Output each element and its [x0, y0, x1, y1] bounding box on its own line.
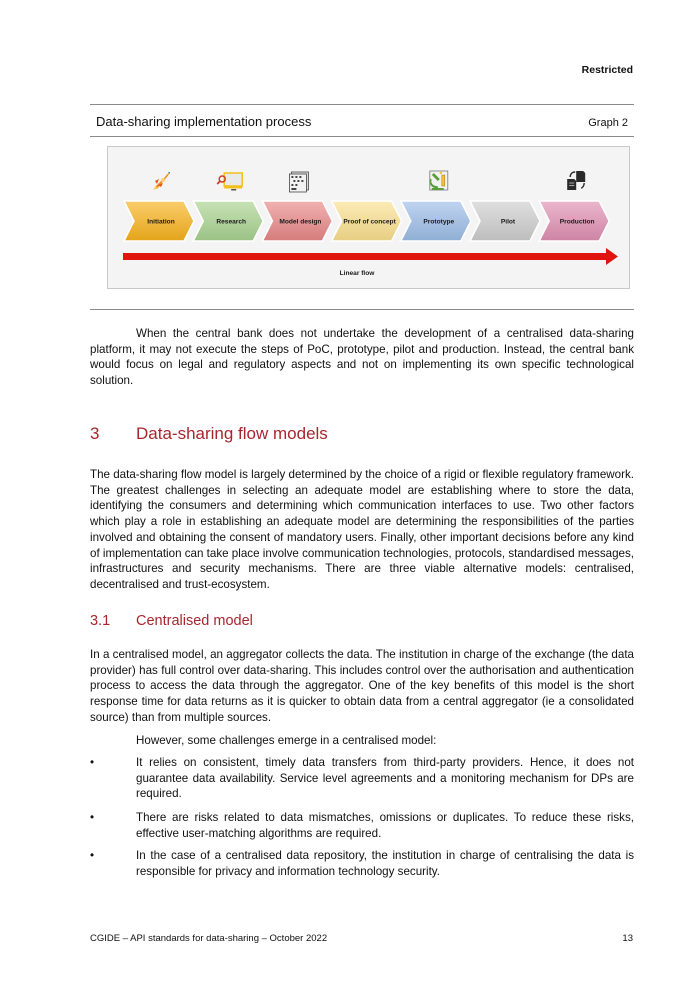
bullet-icon: •	[90, 849, 95, 862]
step-label: Proof of concept	[343, 218, 396, 226]
section-title: Data-sharing flow models	[136, 424, 328, 443]
flow-label: Linear flow	[339, 270, 375, 277]
step-label: Production	[559, 218, 595, 226]
subsection-paragraph: In a centralised model, an aggregator collects the data. The institution in charge of the exchange (the data provider) has full control over data-sharing. This includes control over the authorisation and authentication process to access the data through the aggregator. One of the key benefits of this model is the short response time for data returns as it is quicker to obtain data from a central aggregator (ie a consolidated source) than from multiple sources.	[90, 648, 634, 724]
step-proof-of-concept	[332, 201, 402, 241]
graph-bottom-rule	[90, 309, 634, 310]
step-label: Model design	[279, 218, 322, 226]
graph-title: Data-sharing implementation process	[96, 114, 312, 129]
step-label: Research	[216, 218, 247, 226]
bullet-text: In the case of a centralised data repository, the institution in charge of centralising the data is responsible for privacy and information technology security.	[136, 849, 634, 878]
step-prototype	[401, 201, 471, 241]
flow-arrow-head	[606, 248, 618, 265]
grid-document-icon	[289, 172, 308, 192]
page-number: 13	[622, 933, 633, 944]
bullet-text: There are risks related to data mismatches, omissions or duplicates. To reduce these risks, effective user-matching algorithms are required.	[136, 811, 634, 840]
step-model-design	[262, 201, 332, 241]
microscope-lab-icon	[430, 171, 448, 190]
step-research	[193, 201, 263, 241]
subsection-title: Centralised model	[136, 613, 253, 629]
classification-label: Restricted	[581, 64, 633, 76]
step-chevrons	[124, 201, 609, 241]
bullet-icon: •	[90, 811, 95, 824]
footer-text: CGIDE – API standards for data-sharing – October 2022	[90, 933, 328, 944]
process-diagram	[107, 146, 630, 289]
step-icons	[153, 171, 585, 192]
bullet-icon: •	[90, 756, 95, 769]
bullet-text: It relies on consistent, timely data transfers from third-party providers. Hence, it does not guarantee data availability. Service level agreements and a monitoring mechanism for DPs are required.	[136, 756, 634, 801]
subsection-heading	[90, 613, 253, 629]
section-heading	[90, 424, 328, 444]
document-exchange-icon	[567, 171, 585, 190]
step-pilot	[470, 201, 540, 241]
graph-number: Graph 2	[588, 117, 628, 129]
rocket-icon	[153, 172, 170, 190]
challenges-intro: However, some challenges emerge in a centralised model:	[136, 734, 437, 747]
graph-top-rule	[90, 104, 634, 105]
section-number: 3	[90, 424, 100, 443]
graph-header-rule	[90, 136, 634, 137]
step-production	[539, 201, 609, 241]
step-initiation	[124, 201, 194, 241]
subsection-number: 3.1	[90, 613, 111, 629]
linear-flow-arrow	[123, 248, 618, 265]
step-label: Prototype	[423, 218, 455, 226]
intro-paragraph: When the central bank does not undertake the development of a centralised data-sharing platform, it may not execute the steps of PoC, prototype, pilot and production. Instead, the central bank would focus on legal and regulatory aspects and not on implementing its own specific technological solution.	[90, 327, 634, 388]
section-paragraph: The data-sharing flow model is largely determined by the choice of a rigid or flexible regulatory framework. The greatest challenges in selecting an adequate model are establishing where to store the data, identifying the consumers and determining which communication interfaces to use. Two other factors which play a role in establishing an adequate model are determining the responsibilities of the parties involved and obtaining the consent of mandatory users. Finally, other important decisions before any kind of implementation can take place involve communication technologies, protocols, standardised messages, infrastructures and security mechanisms. There are three viable alternative models: centralised, decentralised and trust-ecosystem.	[90, 468, 634, 591]
step-label: Pilot	[500, 218, 516, 226]
magnifier-monitor-icon	[217, 173, 242, 191]
process-diagram-canvas	[108, 147, 631, 290]
flow-arrow-shaft	[123, 253, 611, 260]
step-label: Initiation	[147, 218, 175, 226]
